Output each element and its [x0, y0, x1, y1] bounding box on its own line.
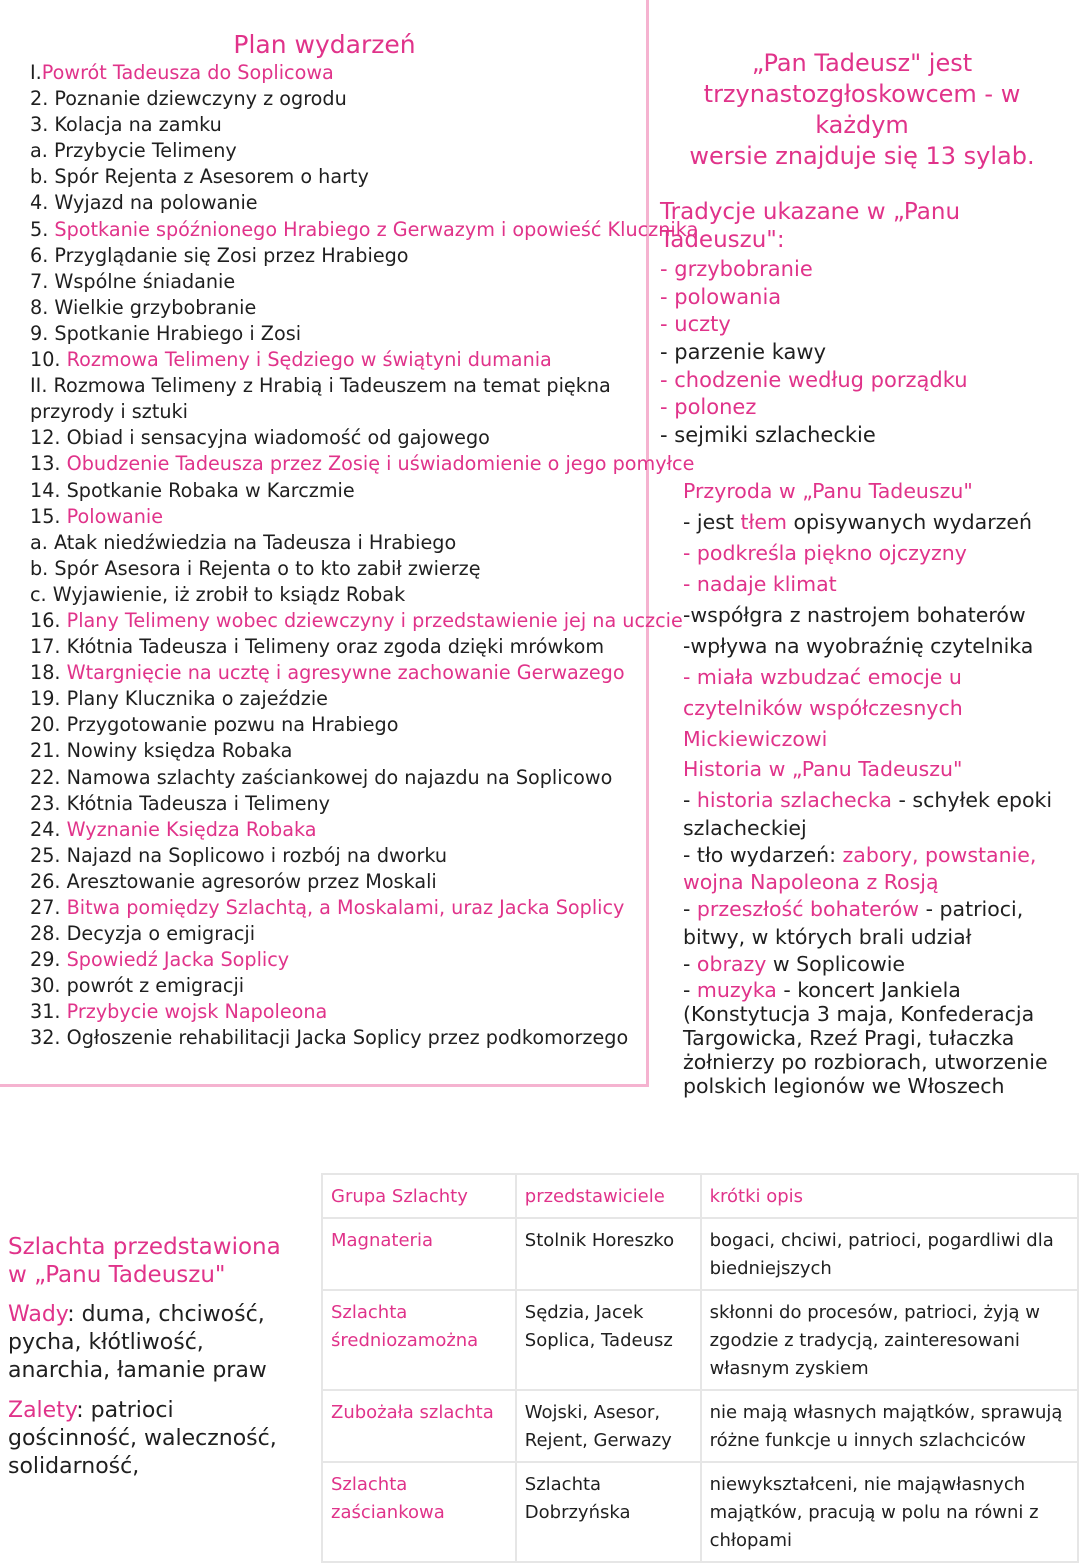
table-cell-group: Szlachta średniozamożna: [322, 1290, 516, 1390]
table-header: przedstawiciele: [516, 1174, 701, 1218]
plan-item: 12. Obiad i sensacyjna wiadomość od gajowego: [30, 426, 490, 450]
history-item: - muzyka - koncert Jankiela (Konstytucja 3 maja, Konfederacja Targowicka, Rzeź Pragi, tułaczka żołnierzy po rozbiorach, utworzenie polskich legionów we Włoszech: [683, 978, 1048, 1099]
table-cell-reps: Szlachta Dobrzyńska: [516, 1462, 701, 1562]
plan-item: 21. Nowiny księdza Robaka: [30, 739, 293, 763]
plan-item: 6. Przyglądanie się Zosi przez Hrabiego: [30, 243, 409, 267]
plan-item: 24. Wyznanie Księdza Robaka: [30, 817, 317, 841]
nature-title: Przyroda w „Panu Tadeuszu": [683, 479, 973, 503]
table-row: [322, 1290, 1078, 1390]
tradition-item: - polonez: [660, 395, 757, 420]
tradition-item: - parzenie kawy: [660, 339, 827, 364]
tradition-item: - chodzenie według porządku: [660, 367, 968, 392]
tradition-item: - grzybobranie: [660, 257, 813, 282]
history-item: - przeszłość bohaterów - patrioci, bitwy, w których brali udział: [683, 897, 1024, 949]
history-section: [683, 756, 1068, 1098]
plan-item: a. Przybycie Telimeny: [30, 139, 237, 163]
nature-item: - miała wzbudzać emocje u czytelników współczesnych Mickiewiczowi: [683, 665, 963, 751]
plan-item: 2. Poznanie dziewczyny z ogrodu: [30, 87, 347, 111]
table-cell-group: Zubożała szlachta: [322, 1390, 516, 1462]
szlachta-title-line: w „Panu Tadeuszu": [8, 1262, 226, 1288]
plan-item: 3. Kolacja na zamku: [30, 113, 222, 137]
plan-item: 25. Najazd na Soplicowo i rozbój na dworku: [30, 843, 448, 867]
plan-item: 17. Kłótnia Tadeusza i Telimeny oraz zgoda dzięki mrówkom: [30, 635, 605, 659]
nature-item: - jest tłem opisywanych wydarzeń: [683, 510, 1033, 534]
meter-line: „Pan Tadeusz" jest: [751, 49, 973, 77]
meter-line: trzynastozgłoskowcem - w każdym: [703, 80, 1021, 139]
plan-item: 32. Ogłoszenie rehabilitacji Jacka Soplicy przez podkomorzego: [30, 1026, 629, 1050]
plan-item: II. Rozmowa Telimeny z Hrabią i Tadeuszem na temat piękna przyrody i sztuki: [30, 374, 611, 424]
plan-item: 14. Spotkanie Robaka w Karczmie: [30, 478, 355, 502]
table-header: krótki opis: [701, 1174, 1078, 1218]
nature-section: [683, 476, 1068, 755]
table-cell-reps: Sędzia, Jacek Soplica, Tadeusz: [516, 1290, 701, 1390]
plan-item: 8. Wielkie grzybobranie: [30, 295, 257, 319]
plan-item: 26. Aresztowanie agresorów przez Moskali: [30, 869, 437, 893]
meter-note: [660, 48, 1064, 172]
table-header-row: [322, 1174, 1078, 1218]
plan-item: a. Atak niedźwiedzia na Tadeusza i Hrabiego: [30, 530, 457, 554]
plan-item: 18. Wtargnięcie na ucztę i agresywne zachowanie Gerwazego: [30, 661, 625, 685]
table-row: [322, 1462, 1078, 1562]
plan-item: 7. Wspólne śniadanie: [30, 269, 236, 293]
plan-item: 16. Plany Telimeny wobec dziewczyny i przedstawienie jej na uczcie: [30, 608, 683, 632]
table-cell-reps: Stolnik Horeszko: [516, 1218, 701, 1290]
table-cell-group: Szlachta zaściankowa: [322, 1462, 516, 1562]
tradition-item: - sejmiki szlacheckie: [660, 422, 876, 447]
plan-item: I.Powrót Tadeusza do Soplicowa: [30, 61, 334, 84]
table-row: [322, 1390, 1078, 1462]
table-cell-group: Magnateria: [322, 1218, 516, 1290]
plan-item: 29. Spowiedź Jacka Soplicy: [30, 948, 290, 972]
table-cell-desc: niewykształceni, nie mająwłasnych majątków, pracują w polu na równi z chłopami: [701, 1462, 1078, 1562]
plan-item: 5. Spotkanie spóźnionego Hrabiego z Gerwazym i opowieść Klucznika: [30, 217, 699, 241]
plan-item: c. Wyjawienie, iż zrobił to ksiądz Robak: [30, 582, 406, 606]
plan-item: 22. Namowa szlachty zaściankowej do najazdu na Soplicowo: [30, 765, 613, 789]
nature-item: -współgra z nastrojem bohaterów: [683, 603, 1026, 627]
plan-item: 13. Obudzenie Tadeusza przez Zosię i uświadomienie o jego pomyłce: [30, 452, 695, 476]
table-cell-reps: Wojski, Asesor, Rejent, Gerwazy: [516, 1390, 701, 1462]
szlachta-section: [8, 1233, 308, 1493]
szlachta-wady: Wady: duma, chciwość, pycha, kłótliwość, anarchia, łamanie praw: [8, 1302, 267, 1383]
history-item: - obrazy w Soplicowie: [683, 952, 906, 977]
plan-item: 23. Kłótnia Tadeusza i Telimeny: [30, 791, 331, 815]
nature-item: -wpływa na wyobraźnię czytelnika: [683, 634, 1034, 658]
traditions-section: [660, 199, 1080, 449]
traditions-title: Tradycje ukazane w „Panu Tadeuszu":: [660, 199, 961, 253]
plan-item: 28. Decyzja o emigracji: [30, 922, 256, 946]
plan-item: 31. Przybycie wojsk Napoleona: [30, 1000, 328, 1024]
plan-item: b. Spór Asesora i Rejenta o to kto zabił zwierzę: [30, 556, 481, 580]
plan-item: 19. Plany Klucznika o zajeździe: [30, 687, 328, 711]
plan-item: 30. powrót z emigracji: [30, 974, 245, 998]
plan-item: 15. Polowanie: [30, 504, 164, 528]
plan-item: 20. Przygotowanie pozwu na Hrabiego: [30, 713, 399, 737]
meter-line: wersie znajduje się 13 sylab.: [689, 142, 1035, 170]
szlachta-title-line: Szlachta przedstawiona: [8, 1234, 281, 1260]
plan-item: 4. Wyjazd na polowanie: [30, 191, 258, 215]
table-cell-desc: skłonni do procesów, patrioci, żyją w zgodzie z tradycją, zainteresowani własnym zyskiem: [701, 1290, 1078, 1390]
szlachta-title: [8, 1233, 308, 1289]
plan-item: 27. Bitwa pomiędzy Szlachtą, a Moskalami, uraz Jacka Soplicy: [30, 896, 625, 919]
tradition-item: - polowania: [660, 284, 782, 309]
tradition-item: - uczty: [660, 312, 731, 337]
szlachta-table: [321, 1173, 1079, 1563]
szlachta-zalety: Zalety: patrioci gościnność, waleczność, solidarność,: [8, 1398, 277, 1479]
plan-item: b. Spór Rejenta z Asesorem o harty: [30, 165, 369, 189]
table-cell-desc: bogaci, chciwi, patrioci, pogardliwi dla biedniejszych: [701, 1218, 1078, 1290]
nature-item: - podkreśla piękno ojczyzny: [683, 541, 967, 565]
history-item: - historia szlachecka - schyłek epoki szlacheckiej: [683, 788, 1053, 840]
table-header: Grupa Szlachty: [322, 1174, 516, 1218]
plan-item: 10. Rozmowa Telimeny i Sędziego w świątyni dumania: [30, 348, 552, 372]
table-row: [322, 1218, 1078, 1290]
table-cell-desc: nie mają własnych majątków, sprawują różne funkcje u innych szlachciców: [701, 1390, 1078, 1462]
nature-item: - nadaje klimat: [683, 572, 837, 596]
plan-title: Plan wydarzeń: [233, 30, 416, 59]
history-title: Historia w „Panu Tadeuszu": [683, 757, 963, 781]
plan-item: 9. Spotkanie Hrabiego i Zosi: [30, 321, 302, 345]
history-item: - tło wydarzeń: zabory, powstanie, wojna Napoleona z Rosją: [683, 842, 1037, 895]
